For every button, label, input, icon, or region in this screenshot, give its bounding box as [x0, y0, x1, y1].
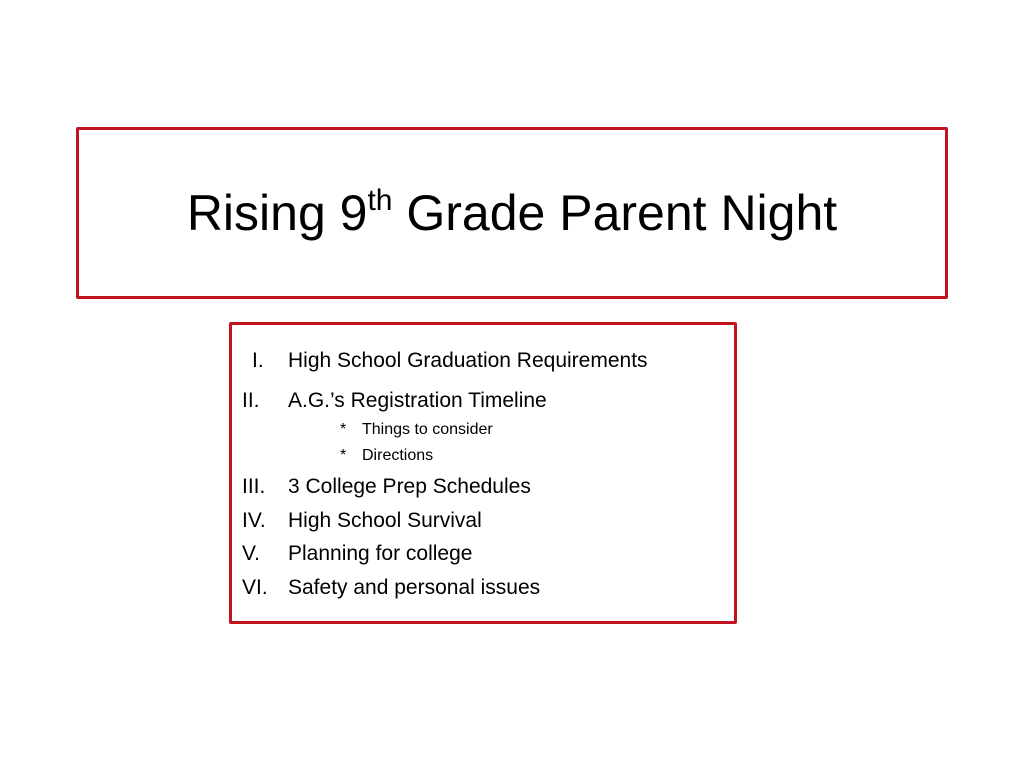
title-box: [76, 127, 948, 299]
agenda-subitem-text: Things to consider: [362, 421, 493, 438]
agenda-item-numeral: III.: [242, 475, 266, 498]
agenda-subitem-text: Directions: [362, 447, 434, 464]
agenda-item-numeral: IV.: [242, 509, 266, 532]
slide-title: [186, 184, 838, 241]
agenda-item-text: Planning for college: [288, 542, 473, 565]
title-prefix: Rising 9: [186, 185, 368, 241]
agenda-item-numeral: V.: [242, 542, 260, 565]
agenda-item-numeral: I.: [252, 349, 264, 372]
title-suffix: Grade Parent Night: [392, 185, 838, 241]
agenda-item-text: Safety and personal issues: [288, 576, 541, 599]
agenda-item-text: 3 College Prep Schedules: [288, 475, 531, 498]
agenda-item-numeral: VI.: [242, 576, 268, 599]
agenda-box: [229, 322, 737, 624]
agenda-item-text: High School Survival: [288, 509, 482, 532]
bullet-star: *: [340, 447, 347, 464]
agenda-item-text: High School Graduation Requirements: [288, 349, 648, 372]
title-superscript: th: [367, 184, 393, 218]
bullet-star: *: [340, 421, 347, 438]
agenda-item-text: A.G.’s Registration Timeline: [288, 389, 547, 412]
agenda-item-numeral: II.: [242, 389, 260, 412]
